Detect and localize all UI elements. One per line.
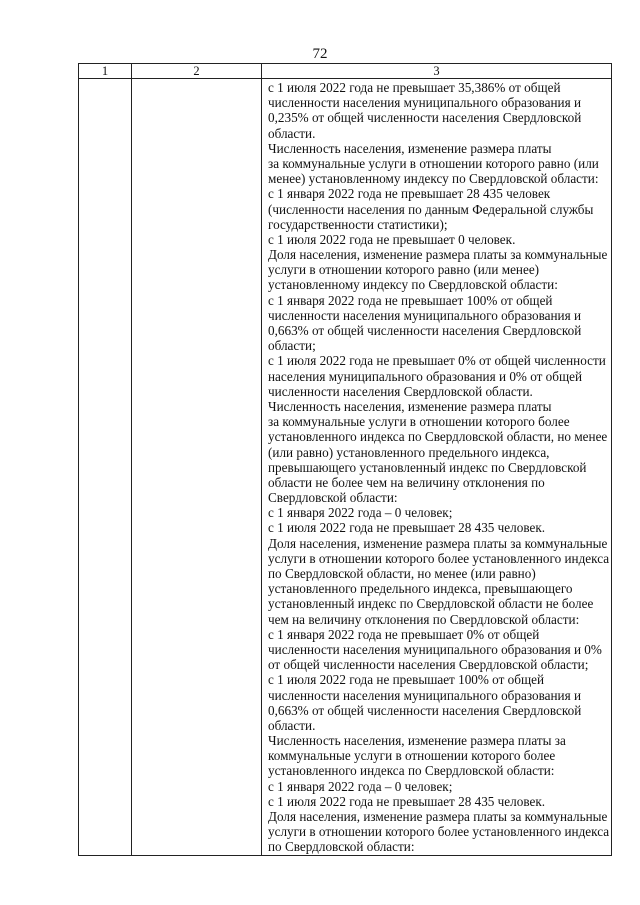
text-line: с 1 июля 2022 года не превышает 100% от общей — [268, 672, 545, 688]
text-line: с 1 июля 2022 года не превышает 35,386% от общей — [268, 80, 561, 95]
text-line: численности населения муниципального образования и 0% — [268, 641, 602, 657]
text-line: по Свердловской области: — [268, 839, 415, 855]
text-line: с 1 января 2022 года – 0 человек; — [268, 505, 453, 521]
text-line: области. — [268, 125, 316, 141]
text-line: с 1 июля 2022 года не превышает 0 человек. — [268, 231, 516, 247]
table-header-row — [79, 64, 612, 79]
text-line: области не более чем на величину отклонения по — [268, 474, 545, 490]
text-line: от общей численности населения Свердловской области; — [268, 657, 589, 673]
text-line: за коммунальные услуги в отношении которого более — [268, 414, 570, 430]
text-line: Доля населения, изменение размера платы за коммунальные — [268, 535, 608, 551]
text-line: 0,663% от общей численности населения Свердловской — [268, 702, 582, 718]
page-number: 72 — [312, 46, 328, 62]
text-line: с 1 июля 2022 года не превышает 0% от общей численности — [268, 353, 606, 369]
column-1-cell — [79, 79, 132, 856]
column-header-2: 2 — [132, 64, 262, 79]
text-line: за коммунальные услуги в отношении которого равно (или — [268, 155, 599, 171]
text-line: установленному индексу по Свердловской области: — [268, 277, 558, 293]
text-line: (или равно) установленного предельного индекса, — [268, 444, 550, 460]
column-3-text-cell — [262, 79, 612, 856]
table-body-row — [79, 79, 612, 856]
text-line: Численность населения, изменение размера платы — [268, 140, 552, 156]
text-line: 0,235% от общей численности населения Свердловской — [268, 110, 582, 126]
text-line: численности населения муниципального образования и — [268, 687, 582, 703]
text-line: Доля населения, изменение размера платы за коммунальные — [268, 247, 608, 263]
column-header-1: 1 — [79, 64, 132, 79]
text-line: установленного индекса по Свердловской области, но менее — [268, 429, 608, 445]
text-line: области; — [268, 338, 316, 354]
column-2-cell — [132, 79, 262, 856]
text-line: Численность населения, изменение размера платы — [268, 398, 552, 414]
text-line: чем на величину отклонения по Свердловской области: — [268, 611, 580, 627]
text-line: населения муниципального образования и 0% от общей — [268, 368, 583, 384]
text-line: менее) установленному индексу по Свердловской области: — [268, 171, 599, 187]
text-line: с 1 января 2022 года не превышает 100% от общей — [268, 292, 553, 308]
text-line: с 1 января 2022 года не превышает 28 435 человек — [268, 186, 551, 202]
text-line: установленный индекс по Свердловской области не более — [268, 596, 594, 612]
text-line: с 1 января 2022 года – 0 человек; — [268, 778, 453, 794]
text-line: (численности населения по данным Федеральной службы — [268, 201, 594, 217]
text-line: государственности статистики); — [268, 216, 448, 232]
text-line: численности населения муниципального образования и — [268, 307, 582, 323]
text-line: установленного индекса по Свердловской области: — [268, 763, 555, 779]
text-line: численности населения Свердловской области. — [268, 383, 533, 399]
text-line: установленного предельного индекса, превышающего — [268, 581, 573, 597]
text-line: 0,663% от общей численности населения Свердловской — [268, 323, 582, 338]
text-line: с 1 июля 2022 года не превышает 28 435 человек. — [268, 520, 546, 536]
text-line: услуги в отношении которого более установленного индекса — [268, 550, 610, 566]
text-line: по Свердловской области, но менее (или равно) — [268, 566, 536, 581]
text-line: области. — [268, 717, 316, 733]
text-line: с 1 января 2022 года не превышает 0% от общей — [268, 626, 540, 642]
text-line: коммунальные услуги в отношении которого более — [268, 748, 556, 764]
text-line: Свердловской области: — [268, 490, 398, 506]
text-line: Доля населения, изменение размера платы за коммунальные — [268, 809, 608, 824]
column-header-3: 3 — [262, 64, 612, 79]
document-table — [78, 63, 612, 856]
text-line: с 1 июля 2022 года не превышает 28 435 человек. — [268, 793, 546, 809]
text-line: превышающего установленный индекс по Свердловской — [268, 459, 587, 475]
text-line: Численность населения, изменение размера платы за — [268, 733, 566, 749]
text-line: услуги в отношении которого равно (или менее) — [268, 262, 540, 278]
text-line: услуги в отношении которого более установленного индекса — [268, 824, 610, 840]
text-line: численности населения муниципального образования и — [268, 95, 582, 111]
